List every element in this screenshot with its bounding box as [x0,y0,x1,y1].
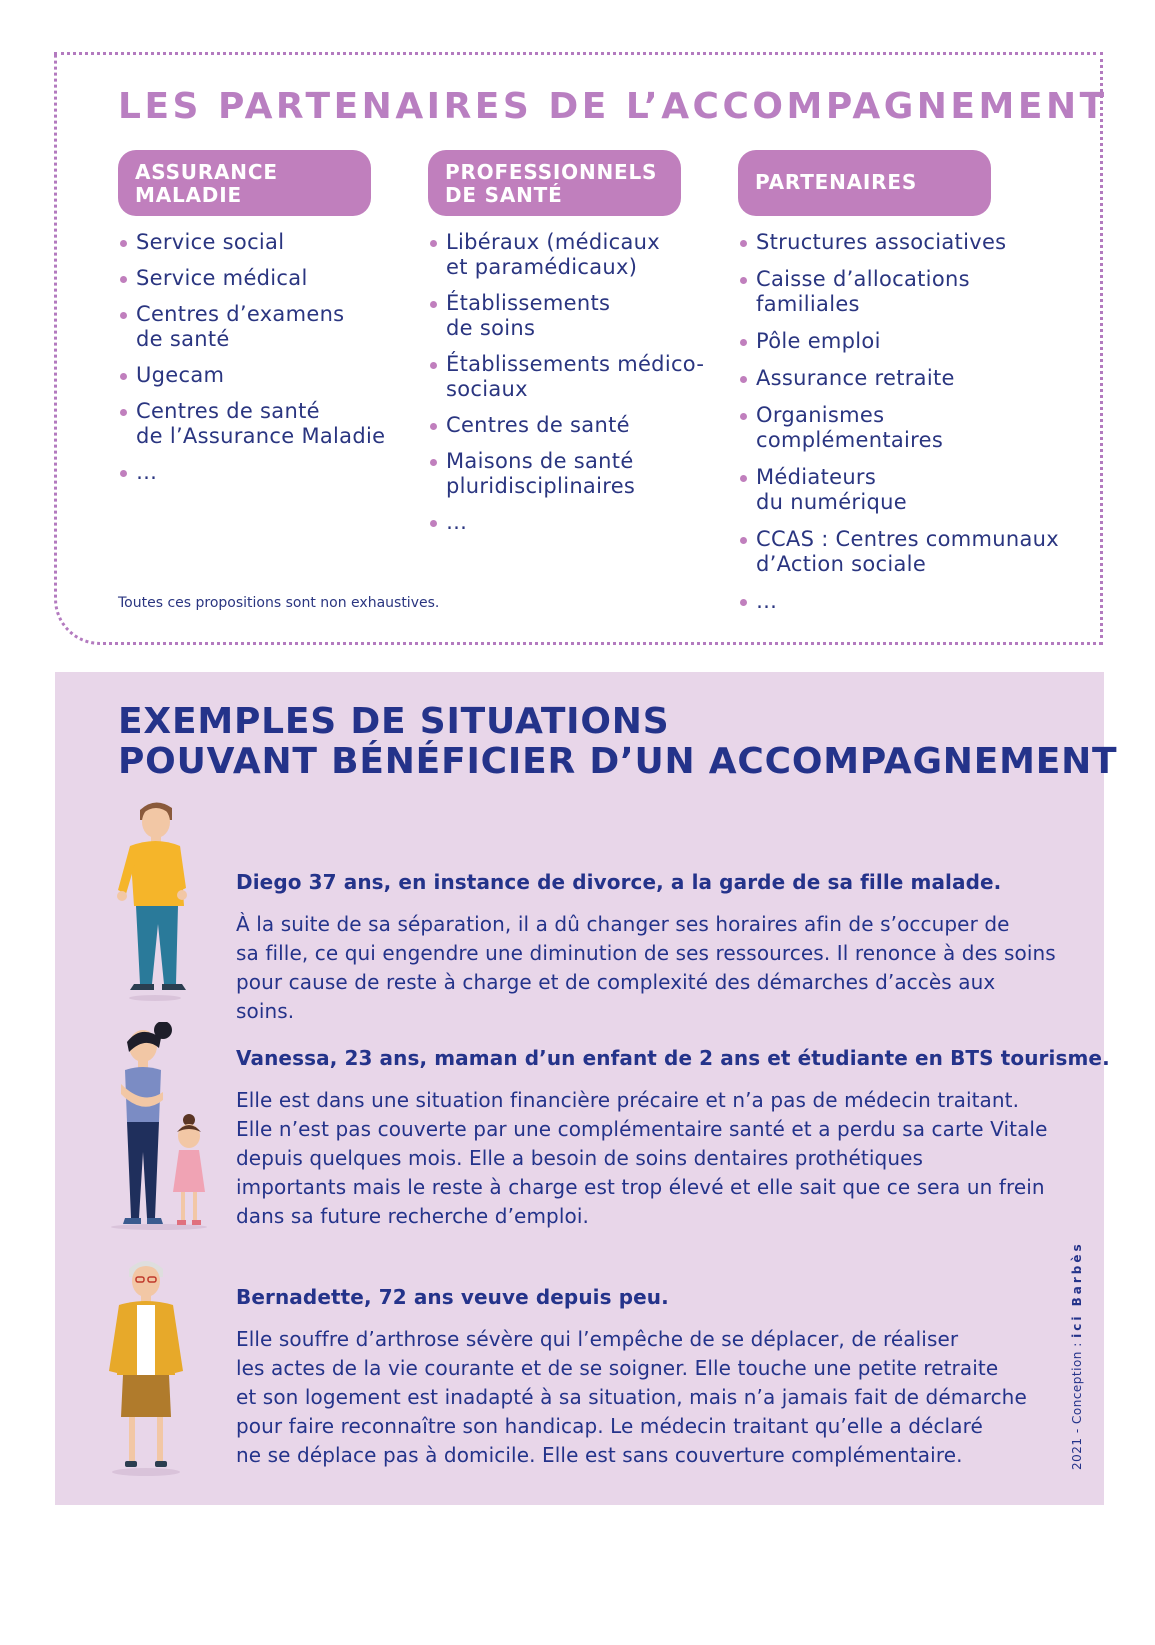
list-item: Centres de santé [428,413,728,438]
partner-heading-pill: PARTENAIRES [738,150,991,216]
list-item: Établissements médico- sociaux [428,352,728,402]
list-item: Centres de santé de l’Assurance Maladie [118,399,418,449]
examples-panel [55,672,1118,1505]
case-bernadette [236,1285,1056,1470]
list-item: Service social [118,230,418,255]
credit-prefix: 2021 - Conception : [1070,1337,1084,1470]
partner-column-partenaires [738,150,1068,626]
list-item: Organismes complémentaires [738,403,1068,453]
list-item: Assurance retraite [738,366,1068,391]
list-item: Centres d’examens de santé [118,302,418,352]
case-text: Elle souffre d’arthrose sévère qui l’empêche de se déplacer, de réaliser les actes de la vie courante et de se soigner. Elle touche une petite retraite et son logement est inadapté à sa situation, mais n’a jamais fait de démarche pour faire reconnaître son handicap. Le médecin traitant qu’elle a déclaré ne se déplace pas à domicile. Elle est sans couverture complémentaire. [236,1327,1027,1467]
examples-title [118,702,1117,782]
person-diego-illustration [110,798,200,1003]
design-credit [1070,1241,1084,1470]
partners-title: LES PARTENAIRES DE L’ACCOMPAGNEMENT [118,86,1108,127]
examples-title-line-1: EXEMPLES DE SITUATIONS [118,701,670,742]
list-item: Maisons de santé pluridisciplinaires [428,449,728,499]
case-vanessa [236,1046,1110,1231]
person-bernadette-illustration [103,1255,189,1477]
list-item: Pôle emploi [738,329,1068,354]
partner-heading-pill: ASSURANCE MALADIE [118,150,371,216]
case-diego [236,870,1056,1026]
partner-list [118,230,418,485]
partner-column-assurance-maladie [118,150,418,496]
case-heading: Bernadette, 72 ans veuve depuis peu. [236,1285,669,1309]
list-item: Service médical [118,266,418,291]
partner-list [428,230,728,535]
list-item: … [118,460,418,485]
partner-heading-pill: PROFESSIONNELS DE SANTÉ [428,150,681,216]
case-heading: Diego 37 ans, en instance de divorce, a la garde de sa fille malade. [236,870,1002,894]
list-item: CCAS : Centres communaux d’Action sociale [738,527,1068,577]
list-item: Ugecam [118,363,418,388]
person-vanessa-illustration [107,1022,217,1232]
list-item: Structures associatives [738,230,1068,255]
footnote: Toutes ces propositions sont non exhaustives. [118,595,440,611]
case-text: À la suite de sa séparation, il a dû changer ses horaires afin de s’occuper de sa fille, ce qui engendre une diminution de ses ressources. Il renonce à des soins pour cause de reste à charge et de complexité des démarches d’accès aux soins. [236,912,1056,1023]
credit-brand: ici Barbès [1070,1241,1084,1338]
examples-title-line-2: POUVANT BÉNÉFICIER D’UN ACCOMPAGNEMENT [118,741,1118,782]
list-item: Établissements de soins [428,291,728,341]
list-item: … [738,589,1068,614]
list-item: … [428,510,728,535]
partner-column-professionnels [428,150,728,546]
list-item: Libéraux (médicaux et paramédicaux) [428,230,728,280]
list-item: Médiateurs du numérique [738,465,1068,515]
list-item: Caisse d’allocations familiales [738,267,1068,317]
case-heading: Vanessa, 23 ans, maman d’un enfant de 2 ans et étudiante en BTS tourisme. [236,1046,1110,1070]
case-text: Elle est dans une situation financière précaire et n’a pas de médecin traitant. Elle n’est pas couverte par une complémentaire santé et a perdu sa carte Vitale depuis quelques mois. Elle a besoin de soins dentaires prothétiques importants mais le reste à charge est trop élevé et elle sait que ce sera un frein dans sa future recherche d’emploi. [236,1088,1048,1228]
partner-list [738,230,1068,614]
